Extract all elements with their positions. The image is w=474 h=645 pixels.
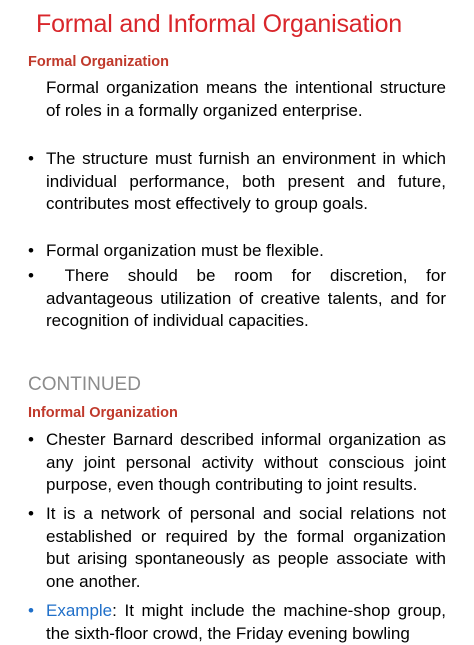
bullet-text: Formal organization must be flexible. (46, 241, 324, 260)
slide-informal (0, 350, 474, 643)
subheading-informal: Informal Organization (28, 405, 178, 421)
bullet-marker: • (28, 241, 34, 260)
intro-paragraph: Formal organization means the intentional structure of roles in a formally organized enterprise. (46, 78, 446, 120)
bullet-text: It is a network of personal and social relations not established or required by the formal organization but arising spontaneously as people associate with one another. (46, 504, 446, 591)
bullet-marker-example: • (28, 601, 34, 620)
bullet-marker: • (28, 149, 34, 168)
example-label: Example (46, 601, 113, 620)
bullet-marker: • (28, 266, 34, 285)
subheading-formal: Formal Organization (28, 54, 169, 70)
bullet-marker: • (28, 504, 34, 523)
bullet-marker: • (28, 430, 34, 449)
bullet-text: The structure must furnish an environment in which individual performance, both present and future, contributes most effectively to group goals. (46, 149, 446, 213)
continued-heading: CONTINUED (28, 374, 141, 395)
slide-title: Formal and Informal Organisation (36, 10, 402, 38)
bullet-text: Chester Barnard described informal organization as any joint personal activity without conscious joint purpose, even though contributing to joint results. (46, 430, 446, 494)
example-paragraph (46, 600, 446, 645)
example-text: : It might include the machine-shop group, the sixth-floor crowd, the Friday evening bowling (46, 601, 446, 643)
bullet-text: There should be room for discretion, for advantageous utilization of creative talents, and for recognition of individual capacities. (46, 266, 451, 330)
